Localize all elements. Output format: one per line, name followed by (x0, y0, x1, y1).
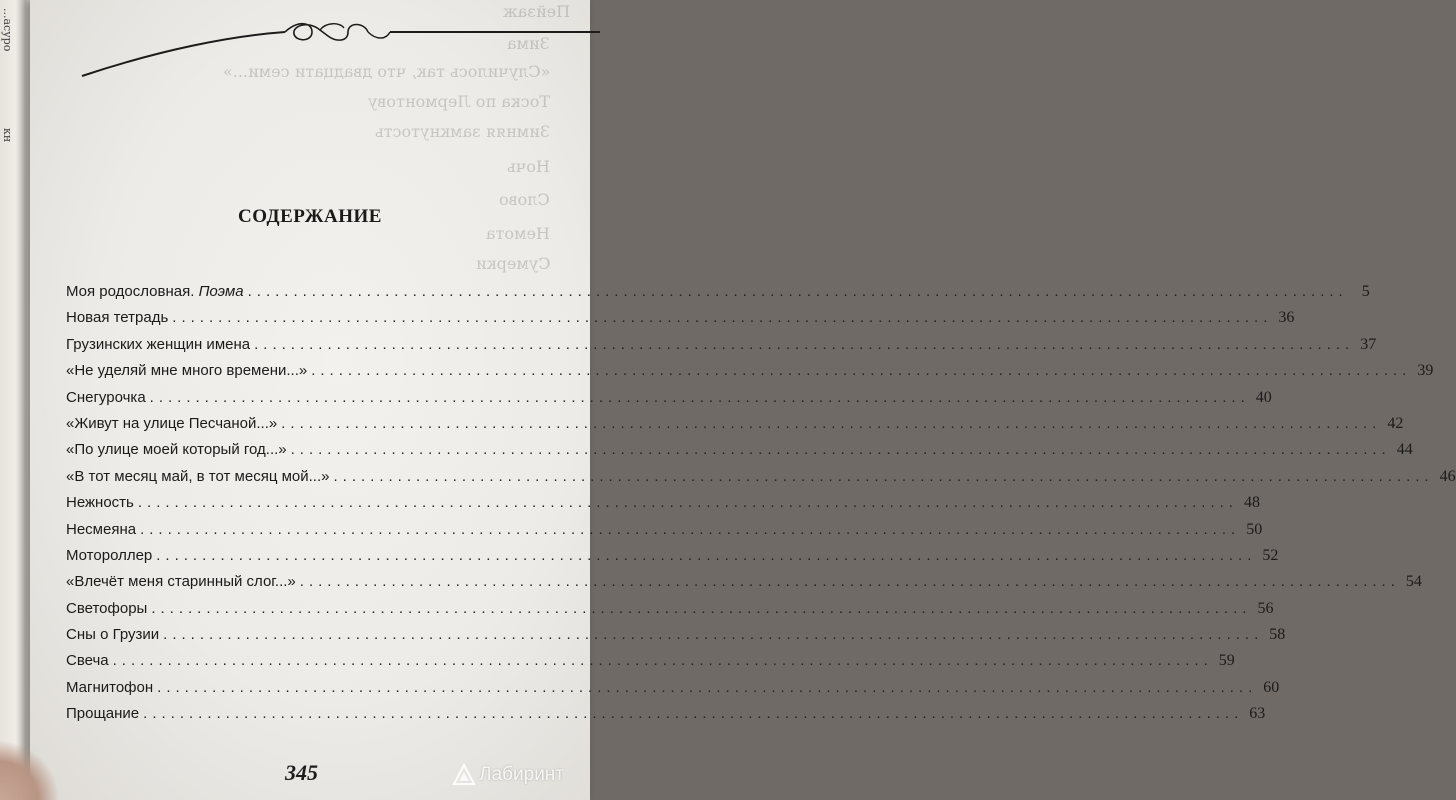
toc-entry-page: 58 (1269, 626, 1286, 644)
dot-leader: ........................................................................................................................ (290, 441, 1391, 459)
toc-entry (66, 309, 1295, 335)
left-page-fragment: ...асуро (1, 8, 14, 52)
toc-entry-page: 44 (1396, 441, 1413, 459)
toc-entry (66, 626, 1286, 652)
toc-entry-page: 50 (1246, 520, 1263, 538)
toc-entry-title: Свеча (66, 652, 109, 670)
toc-entry-page: 54 (1405, 573, 1422, 591)
toc-entry (66, 599, 1274, 626)
toc-entry (66, 494, 1260, 520)
toc-entry-title: Новая тетрадь (66, 309, 169, 327)
page-title: СОДЕРЖАНИЕ (238, 206, 382, 227)
toc-entry-page: 56 (1257, 599, 1274, 617)
toc-entry-title: Моя родословная. Поэма (66, 283, 244, 300)
toc-entry-page: 5 (1361, 283, 1370, 300)
watermark (453, 764, 564, 786)
toc-entry-title: Светофоры (66, 599, 148, 617)
dot-leader: ........................................................................................................................ (254, 335, 1355, 353)
toc-entry-title: Сны о Грузии (66, 626, 160, 644)
toc-entry-page: 59 (1218, 652, 1235, 670)
toc-entry-page: 37 (1360, 335, 1377, 353)
toc-entry-title: Грузинских женщин имена (66, 335, 251, 353)
toc-entry-page: 36 (1278, 309, 1295, 327)
running-title: Пейзаж (502, 2, 570, 21)
toc-entry-title: «По улице моей который год...» (66, 441, 287, 459)
toc-entry (66, 520, 1263, 547)
toc-entry (66, 362, 1434, 388)
bleed-line: Ночь (507, 157, 550, 176)
toc-entry (66, 678, 1280, 705)
toc-entry-page: 48 (1243, 494, 1260, 512)
dot-leader: ........................................................................................................................ (157, 678, 1258, 696)
toc-entry-page: 46 (1439, 467, 1456, 485)
dot-leader: ........................................................................................................................ (156, 546, 1257, 564)
toc-entry (66, 546, 1279, 573)
book-page (30, 0, 1456, 800)
finger (0, 740, 60, 800)
dot-leader: ........................................................................................................................ (137, 494, 1238, 512)
watermark-text: Лабиринт (479, 764, 564, 785)
toc-entry-title: Несмеяна (66, 520, 137, 538)
page-number: 345 (285, 760, 318, 785)
dot-leader: ........................................................................................................................ (311, 362, 1412, 380)
toc-entry (66, 573, 1422, 599)
toc-entry-title: Снегурочка (66, 388, 146, 406)
bleed-line: Зимняя замкнутость (375, 122, 550, 141)
bleed-line: Немота (486, 224, 550, 243)
toc-entry (66, 441, 1413, 467)
toc-entry-title: Нежность (66, 494, 134, 512)
toc-entry (66, 388, 1272, 415)
toc-entry-page: 60 (1263, 678, 1280, 696)
bleed-line: Тоска по Лермонтову (368, 92, 550, 111)
toc-entry-title: Магнитофон (66, 678, 154, 696)
dot-leader: ........................................................................................................................ (333, 467, 1434, 485)
toc-entry-page: 42 (1387, 414, 1404, 432)
toc-entry (66, 705, 1266, 731)
toc-entry (66, 467, 1456, 494)
toc-entry (66, 652, 1235, 678)
dot-leader: ........................................................................................................................ (149, 388, 1250, 406)
toc-entry (66, 283, 1370, 309)
bleed-line: Сумерки (475, 254, 550, 273)
toc-entry-page: 52 (1262, 546, 1279, 564)
toc-entry (66, 414, 1404, 441)
toc-entry-page: 40 (1255, 388, 1272, 406)
bleed-line: Слово (499, 190, 550, 209)
toc-entry-page: 39 (1417, 362, 1434, 380)
dot-leader: ........................................................................................................................ (247, 283, 1348, 300)
dot-leader: ........................................................................................................................ (140, 520, 1241, 538)
dot-leader: ........................................................................................................................ (299, 573, 1400, 591)
toc-entry-page: 63 (1249, 705, 1266, 723)
toc-entry (66, 335, 1377, 362)
toc-entry-title: Прощание (66, 705, 140, 723)
toc-entry-title: Мотороллер (66, 546, 153, 564)
dot-leader: ........................................................................................................................ (151, 599, 1252, 617)
toc-entry-title: «Не уделяй мне много времени...» (66, 362, 308, 380)
dot-leader: ........................................................................................................................ (163, 626, 1264, 644)
toc-entry-title: «Влечёт меня старинный слог...» (66, 573, 296, 591)
dot-leader: ........................................................................................................................ (172, 309, 1273, 327)
dot-leader: ........................................................................................................................ (143, 705, 1244, 723)
table-of-contents (66, 283, 1456, 732)
toc-entry-title: «В тот месяц май, в тот месяц мой...» (66, 467, 330, 485)
labirint-logo-icon (453, 764, 475, 786)
bleed-line: Зима (507, 34, 550, 53)
bleed-line: «Случилось так, что двадцати семи...» (222, 62, 550, 81)
toc-entry-subtitle: Поэма (198, 283, 244, 300)
dot-leader: ........................................................................................................................ (281, 414, 1382, 432)
left-page-fragment: кн (1, 128, 14, 143)
previous-page-edge (0, 0, 26, 800)
header-ornament-icon (80, 10, 600, 80)
dot-leader: ........................................................................................................................ (112, 652, 1213, 670)
toc-entry-title: «Живут на улице Песчаной...» (66, 414, 278, 432)
